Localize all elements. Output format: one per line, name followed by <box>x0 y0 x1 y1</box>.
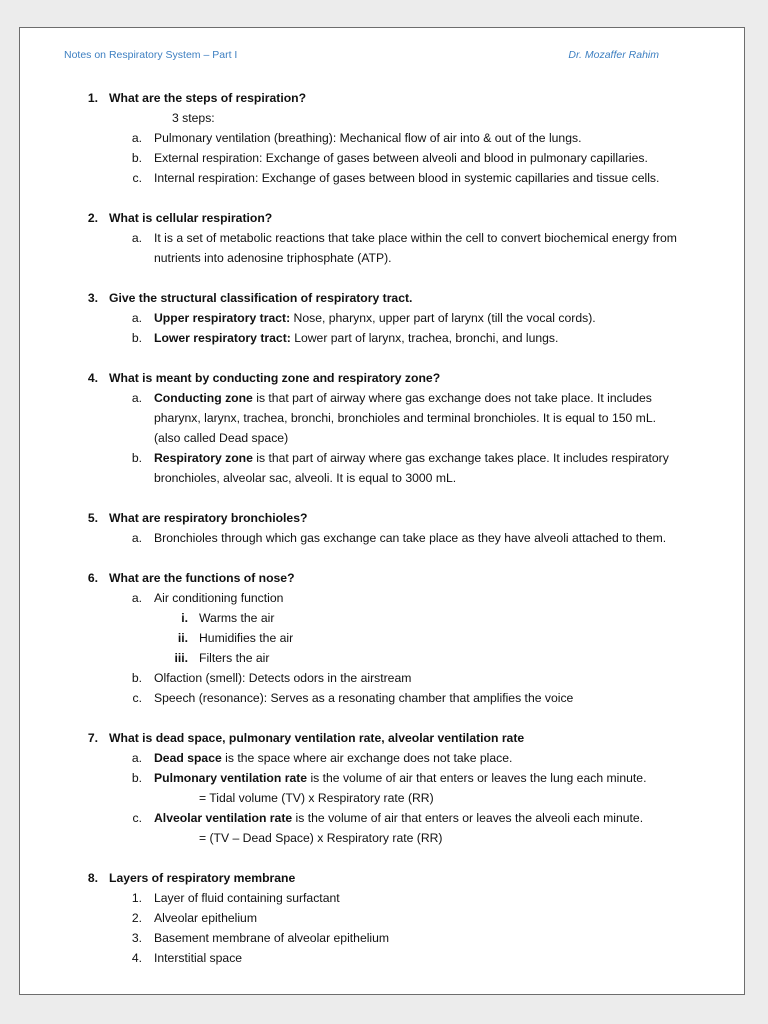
question-8 <box>20 868 744 888</box>
item-text: (also called Dead space) <box>154 431 289 445</box>
item-text: 3 steps: <box>172 111 215 125</box>
list-item <box>20 888 744 908</box>
list-item <box>20 448 744 468</box>
item-term: Alveolar ventilation rate <box>154 811 293 825</box>
sub-list-item <box>20 608 744 628</box>
item-marker: c. <box>132 691 142 705</box>
list-item <box>20 328 744 348</box>
item-text: Olfaction (smell): Detects odors in the airstream <box>154 671 412 685</box>
item-text: It is a set of metabolic reactions that take place within the cell to convert biochemical energy from <box>154 231 677 245</box>
item-marker: a. <box>131 231 142 245</box>
item-term: Pulmonary ventilation rate <box>154 771 308 785</box>
list-item <box>20 108 744 128</box>
item-term: Respiratory zone <box>154 451 253 465</box>
question-number: 7. <box>87 731 98 745</box>
item-marker: a. <box>131 391 142 405</box>
item-term: Upper respiratory tract: <box>154 311 291 325</box>
item-desc: is the volume of air that enters or leaves the alveoli each minute. <box>292 811 644 825</box>
list-item <box>20 688 744 708</box>
document-page <box>19 27 745 995</box>
list-item-continuation <box>20 428 744 448</box>
item-text: Internal respiration: Exchange of gases between blood in systemic capillaries and tissue cells. <box>154 171 660 185</box>
item-text <box>154 768 646 788</box>
item-text: External respiration: Exchange of gases between alveoli and blood in pulmonary capillaries. <box>154 151 648 165</box>
question-number: 6. <box>87 571 98 585</box>
list-item <box>20 148 744 168</box>
header-title: Notes on Respiratory System – Part I <box>64 49 238 61</box>
item-text <box>154 748 512 768</box>
item-marker: a. <box>131 131 142 145</box>
list-item <box>20 168 744 188</box>
question-title: What is cellular respiration? <box>109 211 273 225</box>
item-term: Dead space <box>154 751 222 765</box>
list-item <box>20 948 744 968</box>
item-text <box>154 448 669 468</box>
item-desc: Nose, pharynx, upper part of larynx (till the vocal cords). <box>290 311 596 325</box>
item-text <box>154 388 652 408</box>
item-marker: b. <box>131 331 142 345</box>
item-marker: 3. <box>131 931 142 945</box>
item-marker: c. <box>132 171 142 185</box>
item-marker: c. <box>132 811 142 825</box>
list-item <box>20 748 744 768</box>
item-text: Speech (resonance): Serves as a resonating chamber that amplifies the voice <box>154 691 574 705</box>
question-number: 8. <box>87 871 98 885</box>
item-text: pharynx, larynx, trachea, bronchi, bronchioles and terminal bronchioles. It is equal to 150 mL. <box>154 411 656 425</box>
item-marker: 2. <box>131 911 142 925</box>
list-item <box>20 588 744 608</box>
item-marker: i. <box>181 611 188 625</box>
item-text: nutrients into adenosine triphosphate (ATP). <box>154 251 392 265</box>
item-marker: b. <box>131 151 142 165</box>
list-item <box>20 668 744 688</box>
item-marker: b. <box>131 771 142 785</box>
item-text: Warms the air <box>199 611 275 625</box>
item-marker: a. <box>131 751 142 765</box>
item-text: Filters the air <box>199 651 270 665</box>
question-number: 5. <box>87 511 98 525</box>
list-item <box>20 768 744 788</box>
question-title: What are the functions of nose? <box>109 571 295 585</box>
list-item <box>20 528 744 548</box>
list-item <box>20 388 744 408</box>
item-text: Basement membrane of alveolar epithelium <box>154 931 390 945</box>
question-title: Give the structural classification of respiratory tract. <box>109 291 413 305</box>
question-7 <box>20 728 744 748</box>
item-text: Alveolar epithelium <box>154 911 257 925</box>
sub-list-item <box>20 648 744 668</box>
question-1 <box>20 88 744 108</box>
question-6 <box>20 568 744 588</box>
item-marker: 4. <box>131 951 142 965</box>
item-marker: b. <box>131 671 142 685</box>
list-item-continuation <box>20 248 744 268</box>
list-item <box>20 928 744 948</box>
item-marker: a. <box>131 531 142 545</box>
question-number: 4. <box>87 371 98 385</box>
document-body <box>20 88 744 968</box>
question-number: 2. <box>87 211 98 225</box>
list-item <box>20 228 744 248</box>
item-text: bronchioles, alveolar sac, alveoli. It is equal to 3000 mL. <box>154 471 457 485</box>
list-item <box>20 908 744 928</box>
item-desc: is the volume of air that enters or leaves the lung each minute. <box>307 771 647 785</box>
formula: = (TV – Dead Space) x Respiratory rate (RR) <box>199 831 443 845</box>
item-marker: iii. <box>174 651 188 665</box>
question-5 <box>20 508 744 528</box>
question-number: 3. <box>87 291 98 305</box>
item-marker: a. <box>131 591 142 605</box>
item-term: Conducting zone <box>154 391 253 405</box>
item-text: Bronchioles through which gas exchange can take place as they have alveoli attached to them. <box>154 531 667 545</box>
question-title: What are respiratory bronchioles? <box>109 511 308 525</box>
item-text <box>154 328 558 348</box>
list-item-continuation <box>20 408 744 428</box>
question-title: What is meant by conducting zone and respiratory zone? <box>109 371 441 385</box>
item-marker: 1. <box>131 891 142 905</box>
question-number: 1. <box>87 91 98 105</box>
question-title: Layers of respiratory membrane <box>109 871 296 885</box>
sub-list-item <box>20 628 744 648</box>
question-3 <box>20 288 744 308</box>
item-text: Interstitial space <box>154 951 243 965</box>
list-item <box>20 128 744 148</box>
item-text: Air conditioning function <box>154 591 284 605</box>
item-desc: Lower part of larynx, trachea, bronchi, and lungs. <box>290 331 559 345</box>
item-term: Lower respiratory tract: <box>154 331 291 345</box>
item-desc: is that part of airway where gas exchange does not take place. It includes <box>252 391 652 405</box>
item-text <box>154 308 596 328</box>
item-desc: is that part of airway where gas exchange takes place. It includes respiratory <box>252 451 669 465</box>
formula: = Tidal volume (TV) x Respiratory rate (RR) <box>199 791 434 805</box>
item-marker: b. <box>131 451 142 465</box>
header-author: Dr. Mozaffer Rahim <box>568 49 659 61</box>
item-text: Layer of fluid containing surfactant <box>154 891 340 905</box>
item-text: Humidifies the air <box>199 631 294 645</box>
item-text: Pulmonary ventilation (breathing): Mechanical flow of air into & out of the lungs. <box>154 131 582 145</box>
item-marker: a. <box>131 311 142 325</box>
question-title: What are the steps of respiration? <box>109 91 307 105</box>
question-title: What is dead space, pulmonary ventilation rate, alveolar ventilation rate <box>109 731 525 745</box>
item-marker: ii. <box>177 631 188 645</box>
question-2 <box>20 208 744 228</box>
list-item <box>20 308 744 328</box>
list-item-continuation <box>20 468 744 488</box>
list-item <box>20 808 744 828</box>
item-text <box>154 808 643 828</box>
question-4 <box>20 368 744 388</box>
item-desc: is the space where air exchange does not take place. <box>221 751 513 765</box>
